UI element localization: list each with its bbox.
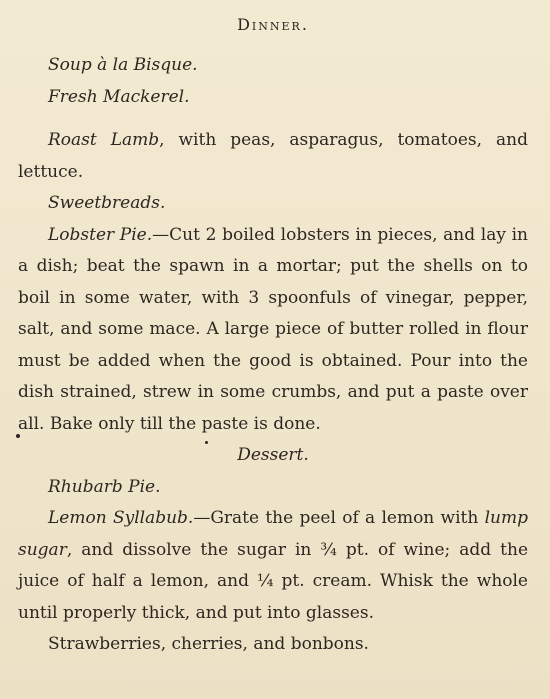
- menu-item-sweetbreads: Sweetbreads.: [48, 193, 166, 213]
- lamb-text: , with peas, asparagus, tomatoes, and lettuce.: [18, 130, 528, 182]
- section-heading-dinner: Dinner.: [237, 15, 309, 34]
- menu-item-lamb: [18, 125, 528, 188]
- recipe-lemon-syllabub: [18, 503, 528, 629]
- syllabub-title: Lemon Syllabub.: [48, 508, 194, 528]
- lamb-title: Roast Lamb: [48, 130, 160, 150]
- menu-item-soup: Soup à la Bisque.: [48, 55, 198, 75]
- section-heading-dessert: Dessert.: [237, 445, 309, 465]
- menu-item-rhubarb: Rhubarb Pie.: [48, 476, 161, 497]
- recipe-lobster-pie: [18, 220, 528, 441]
- syllabub-text-1: —Grate the peel of a lemon with: [193, 508, 485, 528]
- lobster-text: —Cut 2 boiled lobsters in pieces, and lay in a dish; beat the spawn in a mortar; put the shells on to boil in some water, with 3 spoonfuls of vinegar, pepper, salt, and some mace. A large piece of butter rolled in flour must be added when the good is obtained. Pour into the dish strained, strew in some crumbs, and put a paste over all. Bake only till the paste is done.: [18, 224, 528, 434]
- ink-spot: [205, 441, 208, 444]
- syllabub-lump-sugar: lump sugar: [18, 508, 528, 560]
- syllabub-text-2: , and dissolve the sugar in ¾ pt. of wine; add the juice of half a lemon, and ¼ pt. cream. Whisk the whole until properly thick, and put into glasses.: [18, 539, 528, 623]
- spacer: [18, 113, 528, 125]
- ink-spot: [16, 434, 20, 438]
- menu-item-mackerel: Fresh Mackerel.: [48, 86, 190, 107]
- menu-item-fruits: Strawberries, cherries, and bonbons.: [48, 634, 369, 654]
- lobster-title: Lobster Pie.: [48, 224, 153, 245]
